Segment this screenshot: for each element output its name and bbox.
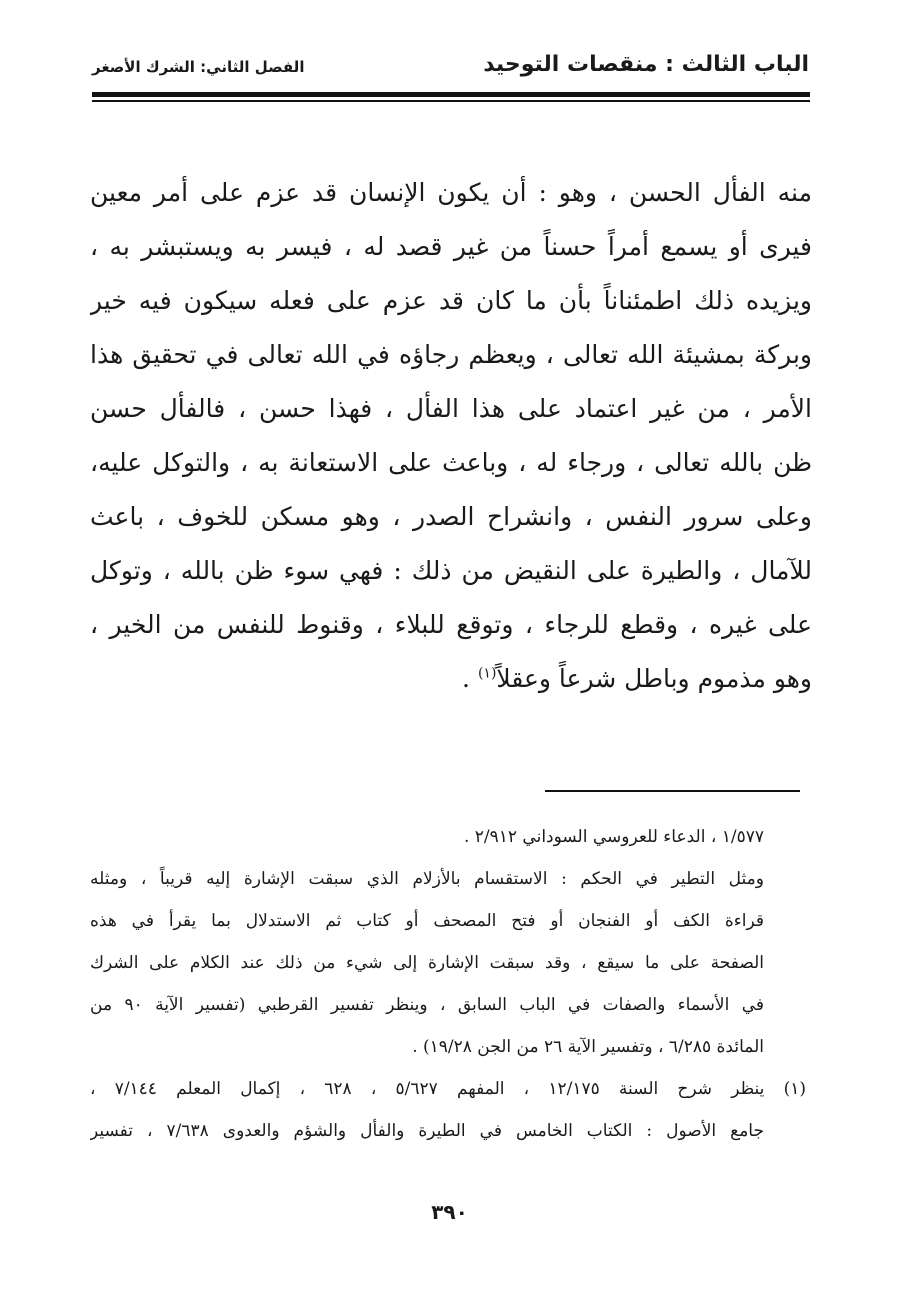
footnotes [90,816,806,1152]
header-rule-thin [92,100,810,102]
last-line-text: وهو مذموم وباطل شرعاً وعقلاً [496,664,812,693]
footnote-line: في الأسماء والصفات في الباب السابق ، وينظر تفسير القرطبي (تفسير الآية ٩٠ من [90,995,765,1015]
footnote-line: قراءة الكف أو الفنجان أو فتح المصحف أو كتاب ثم الاستدلال بما يقرأ في هذه [90,911,764,931]
text-line: فيرى أو يسمع أمراً حسناً من غير قصد له ، فيسر به ويستبشر به ، [90,232,812,261]
footnote-reference[interactable]: (١) [477,665,497,682]
footnote-line: الصفحة على ما سيقع ، وقد سبقت الإشارة إلى شيء من ذلك عند الكلام على الشرك [90,953,764,973]
header-rule-thick [92,92,810,97]
footnote-line: ١/٥٧٧ ، الدعاء للعروسي السوداني ٢/٩١٢ . [463,827,764,847]
main-text [90,166,812,706]
text-line-last [90,652,812,706]
text-line: وبركة بمشيئة الله تعالى ، ويعظم رجاؤه في الله تعالى في تحقيق هذا [90,340,812,369]
footnote-line: جامع الأصول : الكتاب الخامس في الطيرة والفأل والشؤم والعدوى ٧/٦٣٨ ، تفسير [90,1121,764,1141]
text-line: ظن بالله تعالى ، ورجاء له ، وباعث على الاستعانة به ، والتوكل عليه، [90,448,812,477]
text-line: على غيره ، وقطع للرجاء ، وتوقع للبلاء ، وقنوط للنفس من الخير ، [90,610,812,639]
text-line: الأمر ، من غير اعتماد على هذا الفأل ، فهذا حسن ، فالفأل حسن [90,394,812,423]
text-line: منه الفأل الحسن ، وهو : أن يكون الإنسان قد عزم على أمر معين [90,178,812,207]
footnote-line: (١) ينظر شرح السنة ١٢/١٧٥ ، المفهم ٥/٦٢٧ ، ٦٢٨ ، إكمال المعلم ٧/١٤٤ ، [90,1079,806,1099]
footnote-separator [545,790,800,792]
footnote-line: المائدة ٦/٢٨٥ ، وتفسير الآية ٢٦ من الجن ١٩/٢٨) . [412,1037,764,1057]
last-line-end: . [462,664,478,693]
text-line: للآمال ، والطيرة على النقيض من ذلك : فهي سوء ظن بالله ، وتوكل [90,556,812,585]
text-line: ويزيده ذلك اطمئناناً بأن ما كان قد عزم على فعله سيكون فيه خير [90,286,812,315]
section-title: الفصل الثاني: الشرك الأصغر [92,58,305,76]
chapter-title: الباب الثالث : منقصات التوحيد [483,52,809,77]
page-number: ٣٩٠ [431,1200,468,1224]
running-header [92,46,809,90]
text-line: وعلى سرور النفس ، وانشراح الصدر ، وهو مسكن للخوف ، باعث [90,502,812,531]
footnote-line: ومثل التطير في الحكم : الاستقسام بالأزلام الذي سبقت الإشارة إليه قريباً ، ومثله [90,869,764,889]
